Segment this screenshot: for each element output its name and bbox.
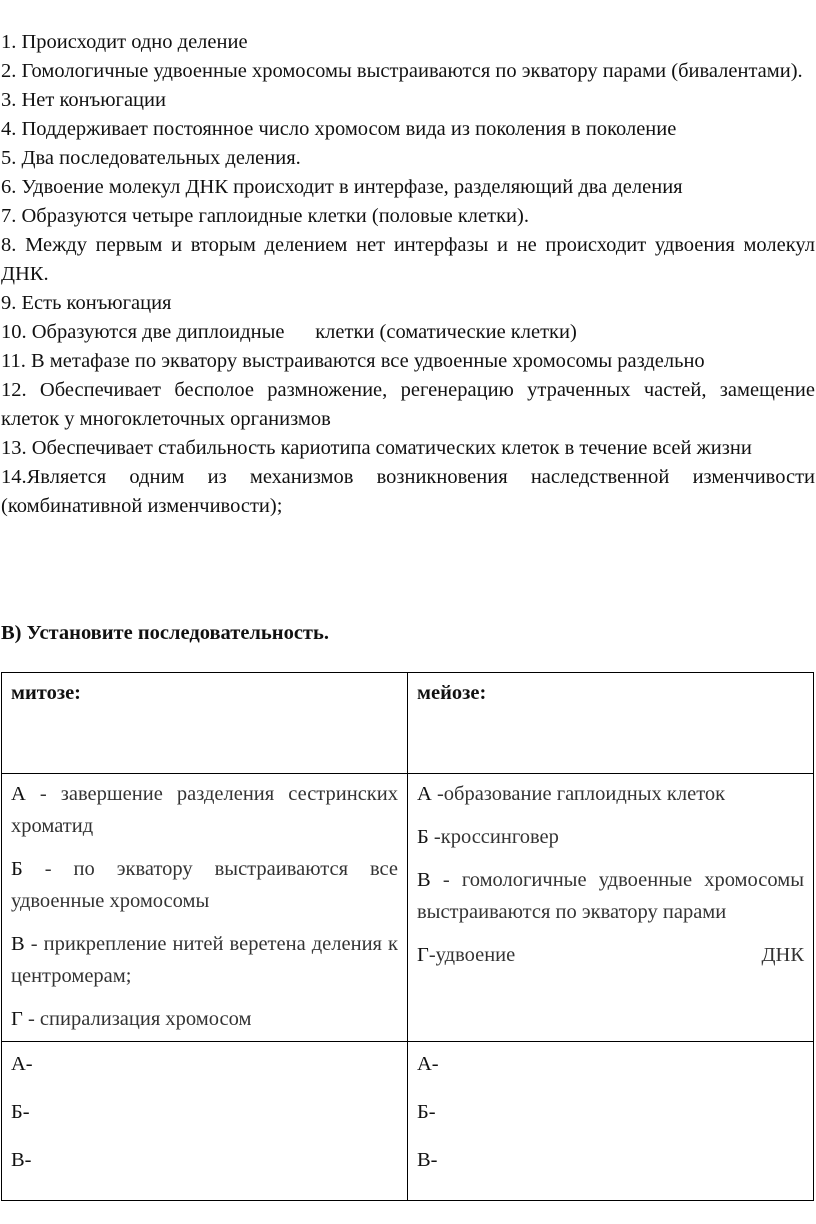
meiosis-header: мейозе:: [417, 682, 487, 704]
statement-5: 5. Два последовательных деления.: [1, 147, 301, 169]
section-heading: В) Установите последовательность.: [1, 622, 329, 644]
table-answer-row: [2, 1042, 814, 1201]
statement-1: 1. Происходит одно деление: [1, 31, 248, 53]
option-text: - спирализация хромосом: [22, 1008, 252, 1030]
statement-3: 3. Нет конъюгации: [1, 89, 166, 111]
meiosis-option-b: [417, 821, 804, 853]
option-text: -образование гаплоидных клеток: [431, 783, 726, 805]
mitosis-options-cell: [2, 774, 408, 1042]
mitosis-answer-b: Б-: [11, 1101, 30, 1123]
mitosis-header: митозе:: [11, 682, 81, 704]
mitosis-answer-cell[interactable]: [2, 1042, 408, 1201]
option-text: - по экватору выстраиваются все удвоенные хромосомы: [11, 858, 398, 912]
mitosis-option-b: [11, 853, 398, 917]
option-text-right: ДНК: [761, 944, 804, 966]
meiosis-answer-b: Б-: [417, 1101, 436, 1123]
option-text: - завершение разделения сестринских хроматид: [11, 783, 398, 837]
meiosis-option-g: [417, 939, 804, 971]
option-letter: Г: [417, 944, 429, 966]
statement-10: 10. Образуются две диплоидные клетки (соматические клетки): [1, 321, 577, 343]
meiosis-answer-a: А-: [417, 1053, 439, 1075]
option-letter: В: [417, 869, 431, 891]
statement-14: 14.Является одним из механизмов возникновения наследственной изменчивости (комбинативной изменчивости);: [1, 466, 815, 517]
table-header-row: [2, 673, 814, 774]
statement-9: 9. Есть конъюгация: [1, 292, 172, 314]
option-letter: А: [417, 783, 432, 805]
statement-8: 8. Между первым и вторым делением нет интерфазы и не происходит удвоения молекул ДНК.: [1, 234, 815, 285]
option-text: - гомологичные удвоенные хромосомы выстраиваются по экватору парами: [417, 869, 804, 923]
mitosis-answer-a: А-: [11, 1053, 33, 1075]
meiosis-option-v: [417, 864, 804, 928]
mitosis-answer-v: В-: [11, 1149, 32, 1171]
option-letter: Б: [11, 858, 23, 880]
option-letter: Б: [417, 826, 429, 848]
option-text: - прикрепление нитей веретена деления к центромерам;: [11, 933, 398, 987]
meiosis-option-a: [417, 778, 804, 810]
mitosis-header-cell: [2, 673, 408, 774]
table-options-row: [2, 774, 814, 1042]
mitosis-option-a: [11, 778, 398, 842]
meiosis-answer-cell[interactable]: [408, 1042, 814, 1201]
option-letter: В: [11, 933, 25, 955]
statement-13: 13. Обеспечивает стабильность кариотипа соматических клеток в течение всей жизни: [1, 437, 752, 459]
meiosis-answer-v: В-: [417, 1149, 438, 1171]
statement-list: [1, 28, 815, 521]
mitosis-option-v: [11, 928, 398, 992]
statement-6: 6. Удвоение молекул ДНК происходит в интерфазе, разделяющий два деления: [1, 176, 683, 198]
statement-7: 7. Образуются четыре гаплоидные клетки (половые клетки).: [1, 205, 529, 227]
statement-2: 2. Гомологичные удвоенные хромосомы выстраиваются по экватору парами (бивалентами).: [1, 60, 803, 82]
statement-4: 4. Поддерживает постоянное число хромосом вида из поколения в поколение: [1, 118, 677, 140]
option-text-left: [417, 939, 515, 971]
option-letter: А: [11, 783, 26, 805]
statement-12: 12. Обеспечивает бесполое размножение, регенерацию утраченных частей, замещение клеток у многоклеточных организмов: [1, 379, 815, 430]
option-text: -удвоение: [428, 944, 516, 966]
sequence-table: [1, 672, 814, 1201]
option-letter: Г: [11, 1008, 23, 1030]
mitosis-option-g: [11, 1003, 398, 1035]
meiosis-options-cell: [408, 774, 814, 1042]
option-text: -кроссинговер: [428, 826, 559, 848]
meiosis-header-cell: [408, 673, 814, 774]
statement-11: 11. В метафазе по экватору выстраиваются все удвоенные хромосомы раздельно: [1, 350, 705, 372]
